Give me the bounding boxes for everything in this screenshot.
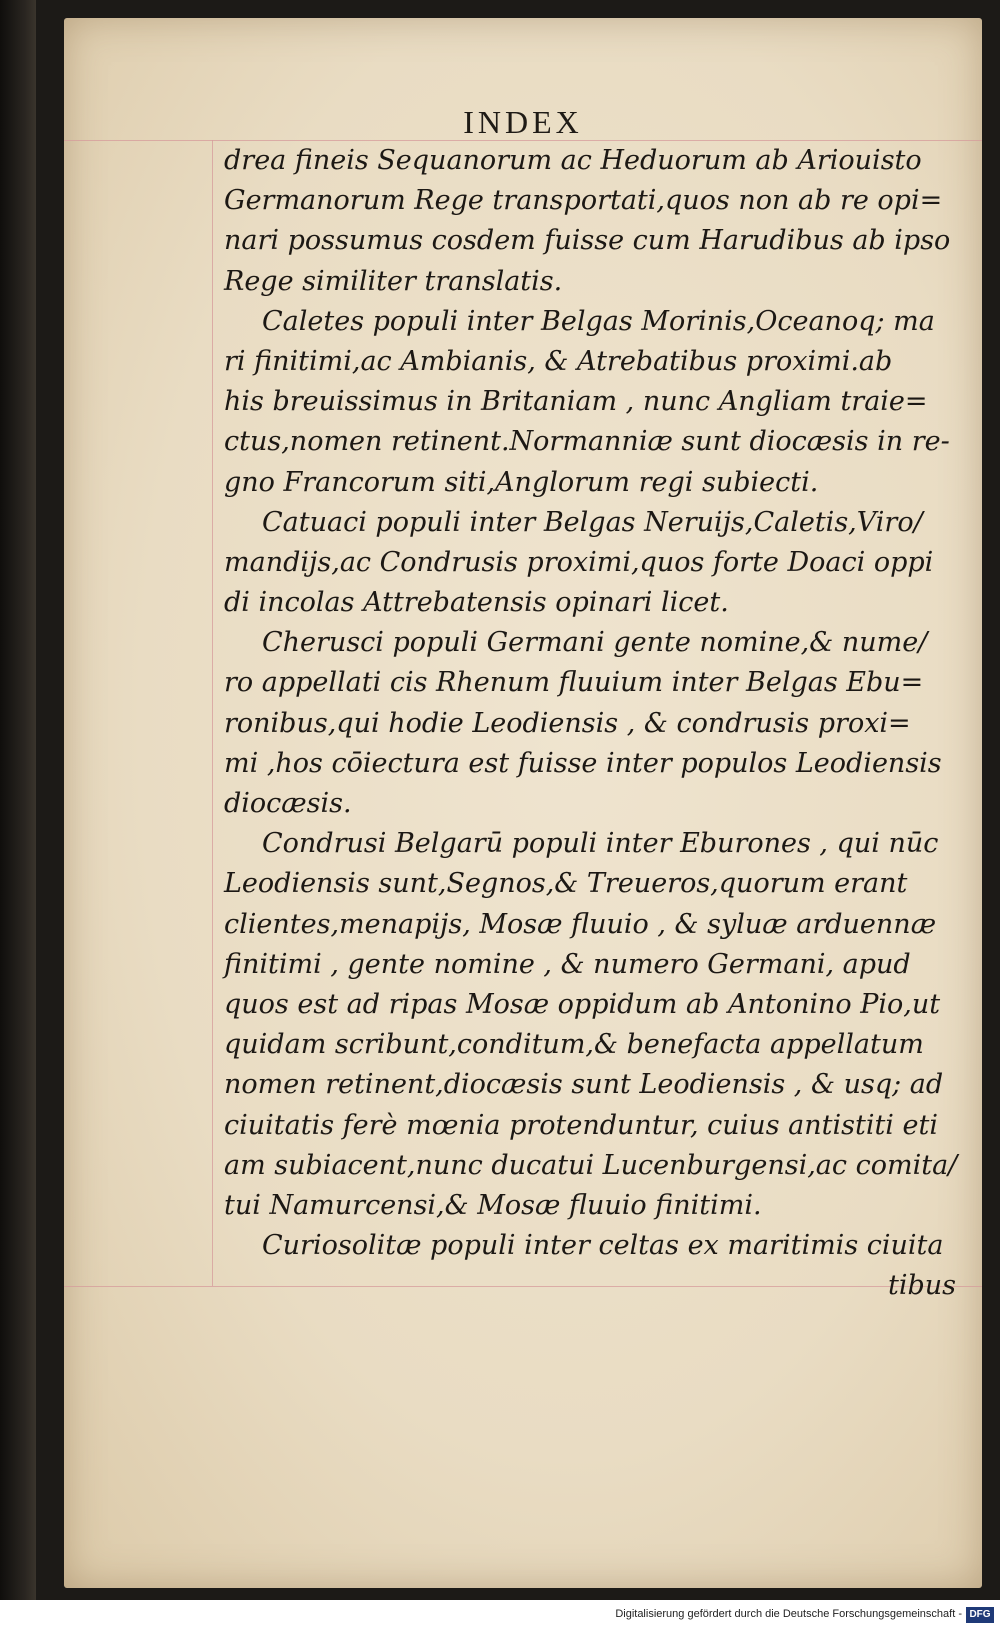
text-line: mandijs,ac Condrusis proximi,quos forte Doaci oppi — [224, 546, 934, 578]
text-line: Cherusci populi Germani gente nomine,& nume/ — [262, 627, 928, 659]
text-line: drea fineis Sequanorum ac Heduorum ab Ariouisto — [224, 145, 922, 176]
text-line: Curiosolitæ populi inter celtas ex maritimis ciuita — [262, 1230, 944, 1262]
dfg-logo: DFG — [966, 1607, 994, 1623]
text-line: Catuaci populi inter Belgas Neruijs,Caletis,Viro/ — [262, 506, 923, 538]
text-line: Leodiensis sunt,Segnos,& Treueros,quorum erant — [224, 868, 908, 900]
digitization-credit: Digitalisierung gefördert durch die Deutsche Forschungsgemeinschaft - — [615, 1608, 962, 1620]
text-line: Germanorum Rege transportati,quos non ab re opi= — [224, 185, 943, 217]
text-line: gno Francorum siti,Anglorum regi subiecti. — [224, 466, 819, 498]
text-line: nomen retinent,diocæsis sunt Leodiensis , & usq; ad — [224, 1069, 944, 1101]
text-line: quidam scribunt,conditum,& benefacta appellatum — [224, 1029, 924, 1061]
text-line: finitimi , gente nomine , & numero Germani, apud — [224, 948, 911, 980]
text-line: ro appellati cis Rhenum fluuium inter Belgas Ebu= — [224, 667, 924, 699]
text-line: quos est ad ripas Mosæ oppidum ab Antonino Pio,ut — [224, 988, 941, 1020]
text-line: Caletes populi inter Belgas Morinis,Oceanoq; ma — [262, 305, 935, 337]
text-line: clientes,menapijs, Mosæ fluuio , & syluæ arduennæ — [224, 908, 937, 940]
guide-rule-left — [212, 140, 213, 1286]
text-line: ctus,nomen retinent.Normanniæ sunt diocæsis in re- — [224, 426, 950, 458]
text-line: am subiacent,nunc ducatui Lucenburgensi,ac comita/ — [224, 1149, 958, 1181]
index-text-block — [224, 141, 1000, 1306]
text-line: ronibus,qui hodie Leodiensis , & condrusis proxi= — [224, 707, 911, 739]
text-line: Rege similiter translatis. — [224, 265, 563, 297]
text-line: nari possumus cosdem fuisse cum Harudibus ab ipso — [224, 225, 951, 257]
text-line: ciuitatis ferè mœnia protenduntur, cuius antistiti eti — [224, 1109, 938, 1141]
text-line: diocæsis. — [224, 788, 352, 819]
text-line: di incolas Attrebatensis opinari licet. — [224, 587, 729, 619]
text-line: his breuissimus in Britaniam , nunc Angliam traie= — [224, 386, 928, 418]
catchword: tibus — [887, 1270, 956, 1302]
viewer-edge — [0, 0, 36, 1600]
text-line: Condrusi Belgarū populi inter Eburones , qui nūc — [262, 828, 939, 860]
footer-bar — [0, 1600, 1000, 1632]
book-page — [64, 18, 982, 1588]
text-line: mi ,hos cōiectura est fuisse inter populos Leodiensis — [224, 747, 942, 779]
text-line: tui Namurcensi,& Mosæ fluuio finitimi. — [224, 1189, 762, 1221]
text-line: ri finitimi,ac Ambianis, & Atrebatibus proximi.ab — [224, 345, 893, 377]
page-header: INDEX — [463, 104, 583, 140]
